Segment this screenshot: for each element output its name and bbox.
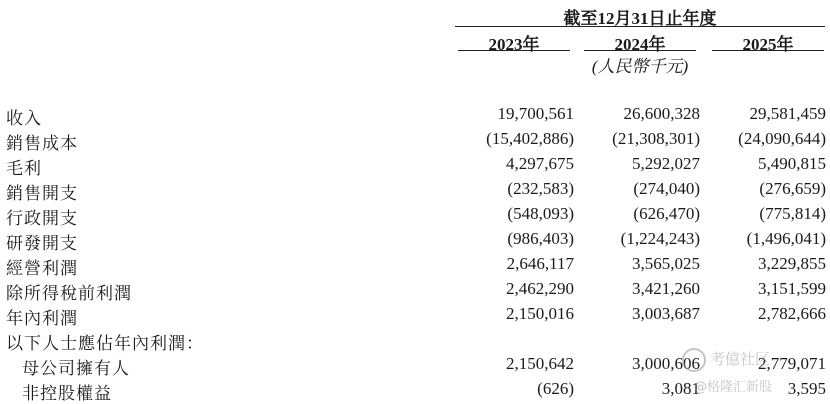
value-2023: 2,150,642: [506, 354, 574, 373]
value-2024: 5,292,027: [632, 154, 700, 173]
row-label: 除所得稅前利潤: [6, 284, 132, 304]
table-row: [0, 304, 830, 329]
table-row: [0, 254, 830, 279]
table-row: [0, 154, 830, 179]
value-2024: (1,224,243): [620, 229, 700, 248]
table-row: [0, 129, 830, 154]
value-2023: 2,462,290: [506, 279, 574, 298]
value-2023: (15,402,886): [486, 129, 574, 148]
value-2025: 5,490,815: [758, 154, 826, 173]
value-2025: 3,151,599: [758, 279, 826, 298]
value-2025: 3,229,855: [758, 254, 826, 273]
value-2025: 2,782,666: [758, 304, 826, 323]
watermark-logo-icon: [682, 348, 706, 372]
value-2025: (775,814): [759, 204, 826, 223]
value-2023: 2,646,117: [506, 254, 574, 273]
year-2025-header: 2025年: [742, 35, 794, 54]
table-row: [0, 204, 830, 229]
table-row: [0, 229, 830, 254]
row-label: 經營利潤: [6, 259, 78, 279]
row-label: 銷售成本: [6, 134, 78, 154]
table-row: [0, 279, 830, 304]
watermark: [682, 342, 820, 400]
value-2025: 3,595: [787, 379, 826, 398]
watermark-subtext: @格隆汇新股: [694, 380, 773, 395]
year-2023-header: 2023年: [488, 35, 540, 54]
currency-unit: (人民幣千元): [591, 57, 689, 76]
value-2024: 3,565,025: [632, 254, 700, 273]
row-label: 年內利潤: [6, 309, 78, 329]
value-2024: 3,081: [661, 379, 700, 398]
value-2025: 29,581,459: [749, 104, 826, 123]
watermark-text: 考億社区: [710, 350, 771, 368]
value-2023: 19,700,561: [497, 104, 574, 123]
year-2024-underline: [584, 50, 696, 51]
row-label: 非控股權益: [22, 384, 112, 404]
value-2024: 3,000,606: [632, 354, 700, 373]
value-2023: (626): [537, 379, 574, 398]
row-label: 收入: [6, 109, 42, 129]
value-2023: 2,150,016: [506, 304, 574, 323]
value-2023: (986,403): [507, 229, 574, 248]
value-2024: 3,003,687: [632, 304, 700, 323]
period-header: 截至12月31日止年度: [563, 9, 717, 28]
value-2024: 3,421,260: [632, 279, 700, 298]
value-2023: (548,093): [507, 204, 574, 223]
value-2025: (276,659): [759, 179, 826, 198]
row-label: 研發開支: [6, 234, 78, 254]
value-2023: (232,583): [507, 179, 574, 198]
year-2024-header: 2024年: [614, 35, 666, 54]
value-2024: 26,600,328: [623, 104, 700, 123]
value-2024: (274,040): [633, 179, 700, 198]
value-2024: (21,308,301): [612, 129, 700, 148]
year-2025-underline: [712, 50, 824, 51]
value-2023: 4,297,675: [506, 154, 574, 173]
table-row: [0, 179, 830, 204]
value-2024: (626,470): [633, 204, 700, 223]
year-2023-underline: [458, 50, 570, 51]
row-label: 母公司擁有人: [22, 359, 130, 379]
value-2025: (24,090,644): [738, 129, 826, 148]
value-2025: (1,496,041): [746, 229, 826, 248]
value-2025: 2,779,071: [758, 354, 826, 373]
row-label: 毛利: [6, 159, 42, 179]
row-label: 銷售開支: [6, 184, 78, 204]
period-underline: [455, 26, 825, 27]
table-row: [0, 104, 830, 129]
row-label: 以下人士應佔年內利潤：: [6, 334, 204, 354]
row-label: 行政開支: [6, 209, 78, 229]
